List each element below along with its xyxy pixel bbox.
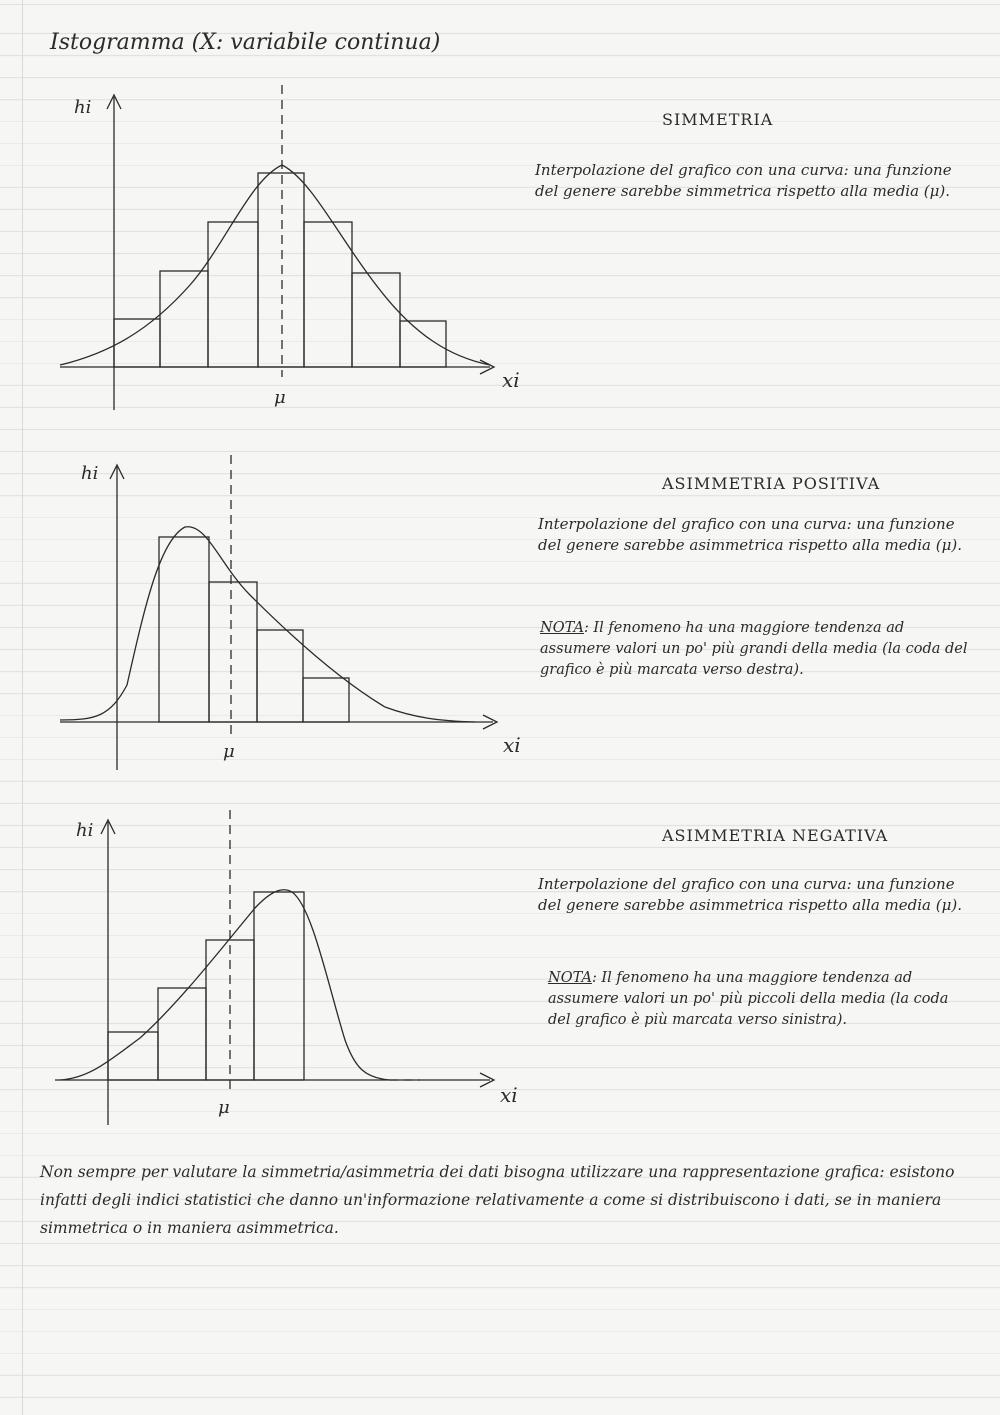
note-text: : Il fenomeno ha una maggiore tendenza ad assumere valori un po' più grandi della media (la coda del grafico è più marcata verso destra). [540, 620, 968, 678]
footer-note: Non sempre per valutare la simmetria/asimmetria dei dati bisogna utilizzare una rappresentazione grafica: esistono infatti degli indici statistici che danno un'informazione relativamente a come si distribuiscono i dati, se in maniera simmetrica o in maniera asimmetrica. [40, 1163, 955, 1237]
section-description: Interpolazione del grafico con una curva: una funzione del genere sarebbe asimmetrica rispetto alla media (μ). [538, 515, 962, 554]
histogram-bar [400, 321, 446, 367]
histogram-bar [258, 173, 304, 367]
histogram-bar [209, 582, 257, 722]
mean-label: μ [218, 1097, 230, 1118]
histogram-bar [352, 273, 400, 367]
interpolation-curve [60, 165, 490, 365]
y-axis-label: hi [81, 463, 99, 484]
histogram-bar [208, 222, 258, 367]
histogram-bar [158, 988, 206, 1080]
mean-label: μ [274, 387, 286, 408]
section-heading-negative-skew: ASIMMETRIA NEGATIVA [662, 826, 889, 845]
y-axis-label: hi [76, 820, 94, 841]
histogram-bar [159, 537, 209, 722]
section-note [540, 618, 970, 681]
histogram-bar [160, 271, 208, 367]
note-label: NOTA [548, 970, 592, 986]
histogram-bar [304, 222, 352, 367]
section-description: Interpolazione del grafico con una curva: una funzione del genere sarebbe asimmetrica rispetto alla media (μ). [538, 875, 962, 914]
x-axis-label: xi [503, 733, 521, 757]
histogram-bar [114, 319, 160, 367]
page-title: Istogramma (X: variabile continua) [50, 30, 441, 55]
x-axis-label: xi [502, 368, 520, 392]
histogram-bar [303, 678, 349, 722]
histogram-bar [254, 892, 304, 1080]
histogram-symmetric [50, 85, 520, 420]
section-description: Interpolazione del grafico con una curva: una funzione del genere sarebbe simmetrica rispetto alla media (μ). [535, 161, 952, 200]
interpolation-curve [60, 890, 390, 1080]
mean-label: μ [223, 741, 235, 762]
note-label: NOTA [540, 620, 584, 636]
margin-line [22, 0, 23, 1415]
x-axis-label: xi [500, 1083, 518, 1107]
y-axis-label: hi [74, 97, 92, 118]
section-heading-symmetry: SIMMETRIA [662, 110, 774, 129]
section-heading-positive-skew: ASIMMETRIA POSITIVA [662, 474, 881, 493]
histogram-positive-skew [55, 455, 521, 775]
histogram-negative-skew [50, 810, 518, 1130]
histogram-bar [257, 630, 303, 722]
section-note [548, 968, 968, 1031]
interpolation-curve [60, 527, 475, 722]
note-text: : Il fenomeno ha una maggiore tendenza ad assumere valori un po' più piccoli della media (la coda del grafico è più marcata verso sinistra). [548, 970, 949, 1028]
